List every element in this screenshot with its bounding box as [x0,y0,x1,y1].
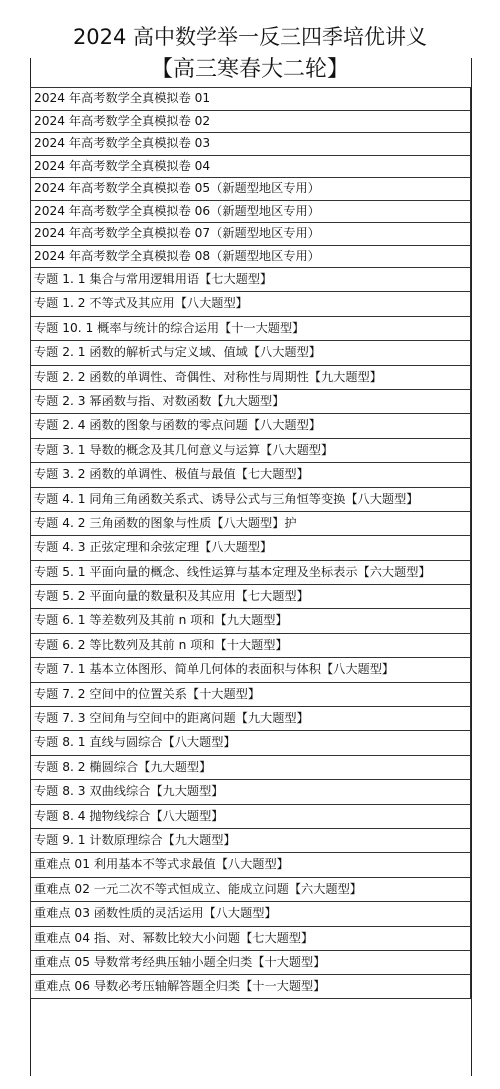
document-subtitle: 【高三寒春大二轮】 [150,57,349,82]
contents-row: 专题 6. 1 等差数列及其前 n 项和【九大题型】 [30,608,471,632]
contents-row: 专题 4. 3 正弦定理和余弦定理【八大题型】 [30,535,471,559]
document-title: 2024 高中数学举一反三四季培优讲义 [72,25,428,49]
contents-row: 专题 7. 1 基本立体图形、简单几何体的表面积与体积【八大题型】 [30,657,471,681]
contents-row: 专题 1. 2 不等式及其应用【八大题型】 [30,291,471,315]
contents-row: 专题 8. 3 双曲线综合【九大题型】 [30,779,471,803]
contents-row: 2024 年高考数学全真模拟卷 05（新题型地区专用） [30,177,471,200]
contents-row: 专题 2. 3 幂函数与指、对数函数【九大题型】 [30,389,471,413]
contents-row: 专题 9. 1 计数原理综合【九大题型】 [30,828,471,852]
contents-row: 2024 年高考数学全真模拟卷 04 [30,155,471,178]
contents-row: 2024 年高考数学全真模拟卷 01 [30,87,471,110]
contents-row: 专题 5. 1 平面向量的概念、线性运算与基本定理及坐标表示【六大题型】 [30,560,471,584]
contents-row: 重难点 03 函数性质的灵活运用【八大题型】 [30,901,471,925]
contents-row: 专题 3. 2 函数的单调性、极值与最值【七大题型】 [30,462,471,486]
contents-row: 重难点 01 利用基本不等式求最值【八大题型】 [30,852,471,876]
contents-row: 专题 4. 2 三角函数的图象与性质【八大题型】护 [30,511,471,535]
contents-row: 专题 1. 1 集合与常用逻辑用语【七大题型】 [30,267,471,291]
contents-row: 专题 6. 2 等比数列及其前 n 项和【十大题型】 [30,633,471,657]
contents-row: 重难点 05 导数常考经典压轴小题全归类【十大题型】 [30,950,471,974]
contents-row: 2024 年高考数学全真模拟卷 02 [30,110,471,133]
contents-row: 专题 4. 1 同角三角函数关系式、诱导公式与三角恒等变换【八大题型】 [30,487,471,511]
contents-row: 重难点 06 导数必考压轴解答题全归类【十一大题型】 [30,974,471,998]
contents-row: 专题 8. 2 椭圆综合【九大题型】 [30,755,471,779]
contents-row: 重难点 04 指、对、幂数比较大小问题【七大题型】 [30,926,471,950]
contents-row: 专题 2. 1 函数的解析式与定义域、值域【八大题型】 [30,340,471,364]
contents-table [30,87,471,999]
contents-row: 专题 7. 3 空间角与空间中的距离问题【九大题型】 [30,706,471,730]
contents-row: 2024 年高考数学全真模拟卷 03 [30,132,471,155]
contents-row: 专题 8. 1 直线与圆综合【八大题型】 [30,730,471,754]
contents-row: 专题 3. 1 导数的概念及其几何意义与运算【八大题型】 [30,438,471,462]
contents-row: 专题 8. 4 抛物线综合【八大题型】 [30,804,471,828]
contents-row: 2024 年高考数学全真模拟卷 07（新题型地区专用） [30,222,471,245]
contents-row: 2024 年高考数学全真模拟卷 08（新题型地区专用） [30,245,471,268]
contents-row: 重难点 02 一元二次不等式恒成立、能成立问题【六大题型】 [30,877,471,901]
contents-row: 专题 2. 2 函数的单调性、奇偶性、对称性与周期性【九大题型】 [30,365,471,389]
contents-row: 2024 年高考数学全真模拟卷 06（新题型地区专用） [30,200,471,223]
contents-row: 专题 7. 2 空间中的位置关系【十大题型】 [30,682,471,706]
contents-row: 专题 5. 2 平面向量的数量积及其应用【七大题型】 [30,584,471,608]
contents-row: 专题 10. 1 概率与统计的综合运用【十一大题型】 [30,316,471,340]
contents-row: 专题 2. 4 函数的图象与函数的零点问题【八大题型】 [30,413,471,437]
